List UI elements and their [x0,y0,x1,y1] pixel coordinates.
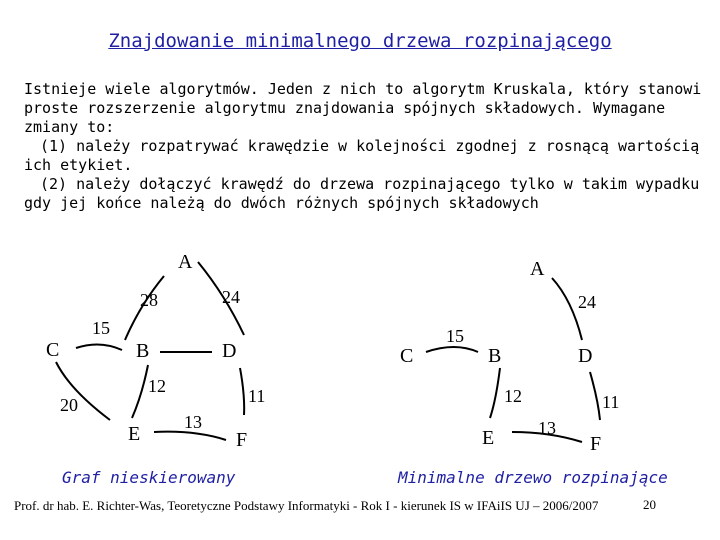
spanning-tree-graph [426,278,600,442]
spanning-tree-edge-labels [446,292,619,438]
mst-edge-label-B-E: 12 [504,386,522,406]
edge-C-B [76,344,122,350]
edge-B-E [132,365,148,418]
mst-edge-C-B [426,347,478,352]
mst-node-C: C [400,345,414,367]
caption-undirected-graph: Graf nieskierowany [62,468,236,487]
footer-text: Prof. dr hab. E. Richter-Was, Teoretyczne Podstawy Informatyki - Rok I - kierunek IS w IFAiIS UJ – 2006/2007 [14,498,599,513]
edge-label-D-F: 11 [248,386,266,406]
mst-edge-label-C-B: 15 [446,326,464,346]
mst-edge-label-D-F: 11 [602,392,620,412]
spanning-tree-nodes [400,258,601,455]
edge-label-A-D: 24 [222,287,240,307]
mst-edge-label-E-F: 13 [538,418,556,438]
paragraph-rule-1: (1) należy rozpatrywać krawędzie w kolejności zgodnej z rosnącą wartością ich etykiet. [24,137,700,174]
mst-node-B: B [488,345,502,367]
caption-spanning-tree: Minimalne drzewo rozpinające [398,468,668,487]
body-text [24,80,714,213]
mst-edge-B-E [490,368,500,418]
node-B: B [136,340,150,362]
node-A: A [178,251,193,273]
node-C: C [46,339,60,361]
page-number: 20 [643,497,656,512]
edge-label-C-B: 15 [92,318,110,338]
mst-edge-label-A-D: 24 [578,292,596,312]
undirected-graph [56,262,244,440]
slide-title: Znajdowanie minimalnego drzewa rozpinającego [108,30,612,52]
edge-label-B-E: 12 [148,376,166,396]
mst-node-D: D [578,345,593,367]
edge-label-E-F: 13 [184,412,202,432]
edge-label-C-E: 20 [60,395,78,415]
paragraph-intro: Istnieje wiele algorytmów. Jeden z nich to algorytm Kruskala, który stanowi proste rozszerzenie algorytmu znajdowania spójnych składowych. Wymagane zmiany to: [24,80,702,136]
node-D: D [222,340,237,362]
mst-node-E: E [482,427,495,449]
mst-edge-D-F [590,372,600,420]
edge-D-F [240,368,244,415]
node-F: F [236,429,248,451]
edge-label-A-B: 28 [140,290,158,310]
paragraph-rule-2: (2) należy dołączyć krawędź do drzewa rozpinającego tylko w takim wypadku gdy jej końce należą do dwóch różnych spójnych składowych [24,175,700,212]
edge-E-F [154,432,226,440]
undirected-nodes [46,251,247,451]
mst-node-F: F [590,433,602,455]
node-E: E [128,423,141,445]
graphs-diagram [0,245,720,480]
mst-node-A: A [530,258,545,280]
